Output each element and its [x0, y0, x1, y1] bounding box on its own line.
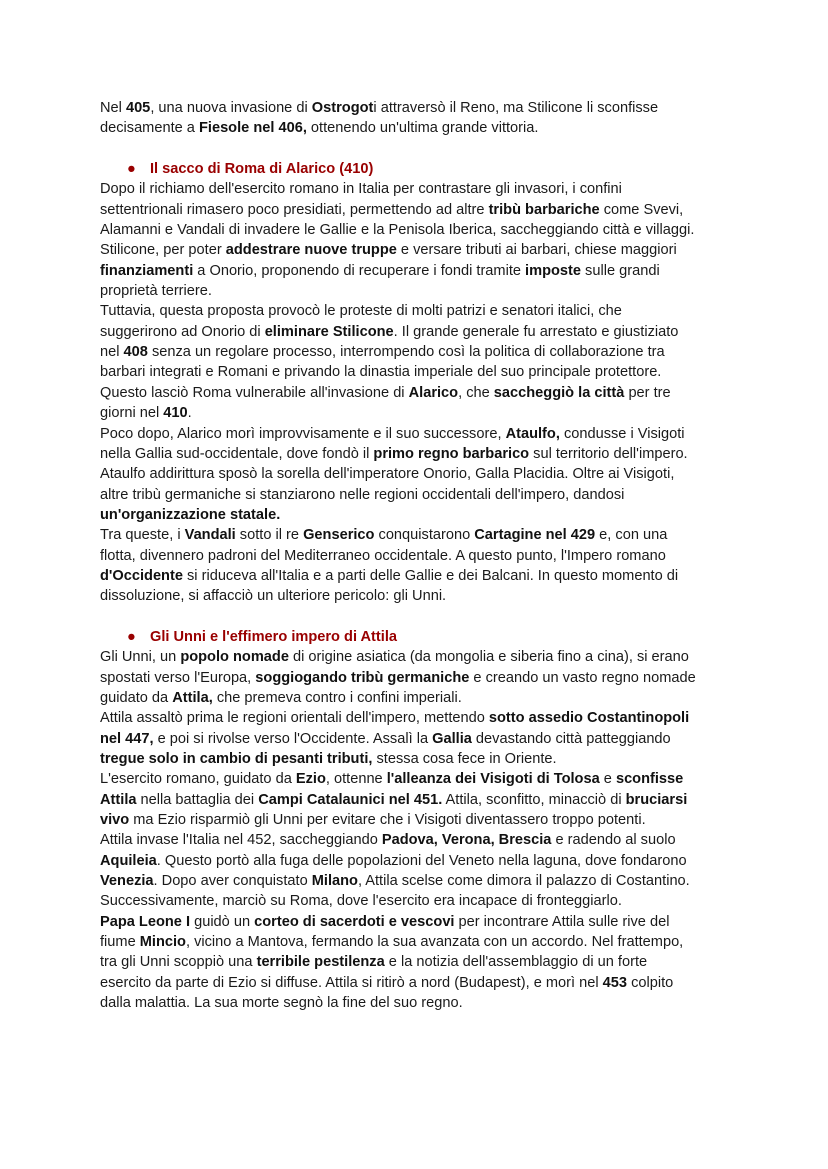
- spacer: [100, 607, 740, 627]
- text-run: come Svevi,: [599, 201, 684, 218]
- text-line: [100, 220, 740, 240]
- text-run: Questo lasciò Roma vulnerabile all'invasione di: [100, 384, 409, 401]
- text-run: fiume: [100, 934, 140, 951]
- text-line: [100, 871, 740, 891]
- text-line: [100, 993, 740, 1013]
- text-run: tra gli Unni scoppiò una: [100, 954, 257, 971]
- text-run: e creando un vasto regno nomade: [469, 669, 696, 686]
- bold-text: vivo: [100, 812, 130, 829]
- bold-text: 410: [163, 405, 188, 422]
- bold-text: Ezio: [295, 771, 326, 788]
- text-line: [100, 586, 740, 606]
- text-line: [100, 546, 740, 566]
- text-run: nella Gallia sud-occidentale, dove fondò il: [100, 445, 374, 462]
- section-body: [100, 647, 740, 1013]
- text-run: , vicino a Mantova, fermando la sua avanzata con un accordo. Nel frattempo,: [185, 934, 684, 951]
- text-run: guidò un: [190, 913, 255, 930]
- text-run: settentrionali rimasero poco presidiati, permettendo ad altre: [100, 201, 489, 218]
- section-body: [100, 179, 740, 606]
- text-line: [100, 179, 740, 199]
- bold-text: Attila: [100, 791, 137, 808]
- bold-text: finanziamenti: [100, 262, 194, 279]
- text-run: spostati verso l'Europa,: [100, 669, 256, 686]
- text-run: L'esercito romano, guidato da: [100, 771, 296, 788]
- text-line: [100, 851, 740, 871]
- text-run: . Il grande generale fu arrestato e giustiziato: [393, 323, 679, 340]
- text-run: nella battaglia dei: [136, 791, 259, 808]
- text-run: per incontrare Attila sulle rive del: [454, 913, 670, 930]
- bold-text: Genserico: [303, 527, 375, 544]
- text-line: [100, 749, 740, 769]
- section-heading: [100, 627, 740, 647]
- text-run: dissoluzione, si affacciò un ulteriore pericolo: gli Unni.: [100, 588, 447, 605]
- text-run: Tra queste, i: [100, 527, 185, 544]
- text-run: e, con una: [595, 527, 668, 544]
- text-run: condusse i Visigoti: [559, 425, 685, 442]
- text-run: di origine asiatica (da mongolia e siberia fino a cina), si erano: [288, 649, 689, 666]
- text-line: [100, 668, 740, 688]
- bold-text: Fiesole nel 406,: [198, 120, 307, 137]
- text-run: suggerirono ad Onorio di: [100, 323, 265, 340]
- bold-text: d'Occidente: [100, 567, 183, 584]
- section-sacco-di-roma: [100, 159, 740, 607]
- bold-text: Gallia: [432, 730, 472, 747]
- intro-paragraph: [100, 98, 740, 139]
- text-line: [100, 444, 740, 464]
- bold-text: corteo di sacerdoti e vescovi: [254, 913, 455, 930]
- spacer: [100, 139, 740, 159]
- text-run: a Onorio, proponendo di recuperare i fondi tramite: [193, 262, 526, 279]
- text-run: Tuttavia, questa proposta provocò le proteste di molti patrizi e senatori italici, che: [100, 303, 622, 320]
- bold-text: 408: [123, 344, 148, 361]
- section-heading: [100, 159, 740, 179]
- section-unni-attila: [100, 627, 740, 1014]
- text-line: [100, 98, 740, 118]
- text-line: [100, 729, 740, 749]
- text-line: [100, 505, 740, 525]
- bullet-icon: ●: [127, 161, 136, 178]
- text-line: [100, 566, 740, 586]
- bold-text: Ostrogot: [311, 100, 374, 116]
- text-run: , Attila scelse come dimora il palazzo di Costantino.: [357, 873, 690, 890]
- bold-text: addestrare nuove truppe: [225, 242, 397, 259]
- bold-text: 405: [125, 100, 151, 116]
- text-line: [100, 769, 740, 789]
- text-run: senza un regolare processo, interrompendo così la politica di collaborazione tra: [147, 344, 665, 361]
- bold-text: soggiogando tribù germaniche: [255, 669, 470, 686]
- text-line: [100, 322, 740, 342]
- text-run: conquistarono: [374, 527, 475, 544]
- text-line: [100, 424, 740, 444]
- text-run: , ottenne: [325, 771, 387, 788]
- text-line: [100, 810, 740, 830]
- bold-text: l'alleanza dei Visigoti di Tolosa: [386, 771, 600, 788]
- bold-text: Aquileia: [100, 852, 157, 869]
- bold-text: bruciarsi: [625, 791, 688, 808]
- bold-text: Papa Leone I: [100, 913, 191, 930]
- text-line: [100, 362, 740, 382]
- text-run: dalla malattia. La sua morte segnò la fine del suo regno.: [100, 995, 463, 1012]
- text-run: Attila, sconfitto, minacciò di: [442, 791, 626, 808]
- text-line: [100, 200, 740, 220]
- bold-text: eliminare Stilicone: [264, 323, 394, 340]
- bold-text: Vandali: [184, 527, 236, 544]
- text-run: e la notizia dell'assemblaggio di un forte: [384, 954, 648, 971]
- bold-text: Attila,: [172, 689, 213, 706]
- text-line: [100, 261, 740, 281]
- text-line: [100, 708, 740, 728]
- text-run: . Dopo aver conquistato: [153, 873, 312, 890]
- text-line: [100, 973, 740, 993]
- text-run: Nel: [100, 100, 126, 116]
- bold-text: Campi Catalaunici nel 451.: [258, 791, 443, 808]
- text-run: che premeva contro i confini imperiali.: [212, 689, 462, 706]
- text-line: [100, 240, 740, 260]
- text-run: barbari integrati e Romani e privando la dinastia imperiale del suo principale protettore.: [100, 364, 662, 381]
- text-run: giorni nel: [100, 405, 164, 422]
- text-line: [100, 912, 740, 932]
- text-run: Stilicone, per poter: [100, 242, 226, 259]
- text-run: si riduceva all'Italia e a parti delle Gallie e dei Balcani. In questo momento di: [182, 567, 679, 584]
- bold-text: primo regno barbarico: [373, 445, 530, 462]
- heading-text: Gli Unni e l'effimero impero di Attila: [150, 628, 397, 645]
- text-line: [100, 647, 740, 667]
- bold-text: sconfisse: [615, 771, 684, 788]
- text-run: , una nuova invasione di: [150, 100, 312, 116]
- text-run: ma Ezio risparmiò gli Unni per evitare che i Visigoti diventassero troppo potenti.: [129, 812, 646, 829]
- text-run: e versare tributi ai barbari, chiese maggiori: [396, 242, 677, 259]
- bold-text: sotto assedio Costantinopoli: [488, 710, 690, 727]
- text-line: [100, 485, 740, 505]
- text-run: esercito da parte di Ezio si diffuse. Attila si ritirò a nord (Budapest), e morì nel: [100, 974, 603, 991]
- text-run: Dopo il richiamo dell'esercito romano in Italia per contrastare gli invasori, i confini: [100, 181, 622, 198]
- text-run: decisamente a: [100, 120, 199, 137]
- bold-text: 453: [602, 974, 628, 991]
- bold-text: Milano: [311, 873, 358, 890]
- text-line: [100, 301, 740, 321]
- bold-text: Cartagine nel 429: [474, 527, 596, 544]
- text-run: proprietà terriere.: [100, 283, 212, 300]
- text-run: . Questo portò alla fuga delle popolazioni del Veneto nella laguna, dove fondarono: [156, 852, 687, 869]
- text-run: Gli Unni, un: [100, 649, 181, 666]
- text-run: e poi si rivolse verso l'Occidente. Assalì la: [153, 730, 433, 747]
- text-run: devastando città patteggiando: [471, 730, 671, 747]
- bold-text: Venezia: [100, 873, 154, 890]
- text-run: Attila assaltò prima le regioni orientali dell'impero, mettendo: [100, 710, 489, 727]
- heading-text: Il sacco di Roma di Alarico (410): [150, 161, 374, 178]
- text-run: Poco dopo, Alarico morì improvvisamente e il suo successore,: [100, 425, 506, 442]
- bold-text: un'organizzazione statale.: [100, 506, 281, 523]
- bold-text: imposte: [525, 262, 581, 279]
- text-run: flotta, divennero padroni del Mediterraneo occidentale. A questo punto, l'Impero romano: [100, 547, 666, 564]
- text-line: [100, 464, 740, 484]
- bullet-icon: ●: [127, 628, 136, 645]
- text-line: [100, 383, 740, 403]
- text-run: stessa cosa fece in Oriente.: [372, 751, 557, 767]
- text-line: [100, 525, 740, 545]
- document-page: [100, 98, 740, 1013]
- text-run: Successivamente, marciò su Roma, dove l'esercito era incapace di fronteggiarlo.: [100, 893, 622, 910]
- text-run: per tre: [624, 384, 671, 401]
- text-line: [100, 830, 740, 850]
- bold-text: popolo nomade: [180, 649, 289, 666]
- text-run: i attraversò il Reno, ma Stilicone li sconfisse: [373, 100, 659, 116]
- text-run: .: [187, 405, 192, 422]
- text-run: colpito: [627, 974, 674, 991]
- text-line: [100, 952, 740, 972]
- text-line: [100, 281, 740, 301]
- text-run: nel: [100, 344, 124, 361]
- bold-text: Mincio: [139, 934, 186, 951]
- text-line: [100, 118, 740, 138]
- text-line: [100, 688, 740, 708]
- text-run: e radendo al suolo: [551, 832, 676, 849]
- text-run: sulle grandi: [581, 262, 660, 279]
- text-line: [100, 932, 740, 952]
- text-run: ottenendo un'ultima grande vittoria.: [306, 120, 539, 137]
- text-run: , che: [458, 384, 494, 401]
- text-line: [100, 790, 740, 810]
- bold-text: Ataulfo,: [505, 425, 560, 442]
- text-run: Alamanni e Vandali di invadere le Gallie e la Penisola Iberica, saccheggiando città e villaggi.: [100, 222, 695, 239]
- bold-text: Padova, Verona, Brescia: [381, 832, 552, 849]
- text-run: altre tribù germaniche si stanziarono nelle regioni occidentali dell'impero, dandosi: [100, 486, 625, 503]
- text-run: guidato da: [100, 689, 173, 706]
- text-line: [100, 403, 740, 423]
- bold-text: Alarico: [408, 384, 459, 401]
- bold-text: nel 447,: [100, 730, 154, 747]
- text-run: sul territorio dell'impero.: [529, 445, 688, 462]
- text-run: Ataulfo addirittura sposò la sorella dell'imperatore Onorio, Galla Placidia. Oltre ai Visigoti,: [100, 466, 675, 483]
- bold-text: tregue solo in cambio di pesanti tributi,: [100, 751, 373, 767]
- bold-text: terribile pestilenza: [256, 954, 385, 971]
- bold-text: saccheggiò la città: [493, 384, 625, 401]
- text-run: Attila invase l'Italia nel 452, saccheggiando: [100, 832, 382, 849]
- bold-text: tribù barbariche: [488, 201, 600, 218]
- text-run: sotto il re: [235, 527, 304, 544]
- text-run: e: [599, 771, 616, 788]
- text-line: [100, 891, 740, 911]
- text-line: [100, 342, 740, 362]
